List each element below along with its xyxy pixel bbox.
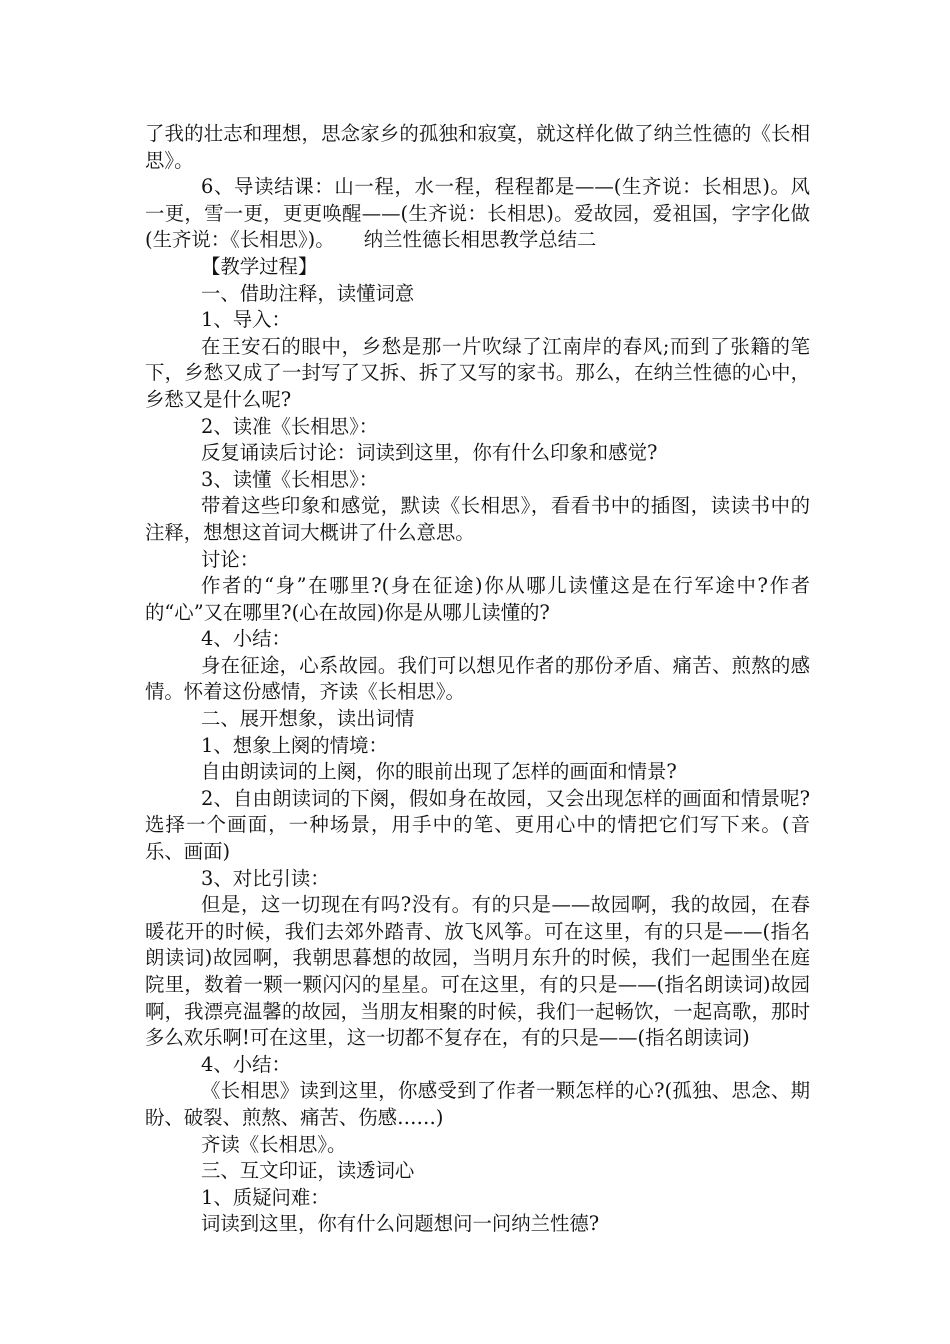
paragraph-20: 但是，这一切现在有吗?没有。有的只是——故园啊，我的故园，在春暖花开的时候，我们去郊外踏青、放飞风筝。可在这里，有的只是——(指名朗读词)故园啊，我朝思暮想的故园，当明月东升的时候，我们一起围坐在庭院里，数着一颗一颗闪闪的星星。可在这里，有的只是——(指名朗读词)故园啊，我漂亮温馨的故园，当朋友相聚的时候，我们一起畅饮，一起高歌，那时多么欢乐啊!可在这里，这一切都不复存在，有的只是——(指名朗读词) bbox=[145, 893, 810, 1050]
paragraph-22: 《长相思》读到这里，你感受到了作者一颗怎样的心?(孤独、思念、期盼、破裂、煎熬、痛苦、伤感……) bbox=[145, 1079, 810, 1129]
paragraph-17: 自由朗读词的上阕，你的眼前出现了怎样的画面和情景? bbox=[201, 760, 677, 784]
step-heading: 1、想象上阕的情境： bbox=[201, 733, 388, 757]
paragraph-14: 身在征途，心系故园。我们可以想见作者的那份矛盾、痛苦、煎熬的感情。怀着这份感情，齐读《长相思》。 bbox=[145, 653, 810, 704]
paragraph-1: 了我的壮志和理想，思念家乡的孤独和寂寞，就这样化做了纳兰性德的《长相思》。 bbox=[145, 122, 810, 172]
paragraph-26: 词读到这里，你有什么问题想问一问纳兰性德? bbox=[201, 1212, 600, 1236]
paragraph-12: 作者的“身”在哪里?(身在征途)你从哪儿读懂这是在行军途中?作者的“心”又在哪里?(心在故园)你是从哪儿读懂的? bbox=[145, 574, 810, 624]
step-heading: 3、对比引读： bbox=[201, 866, 330, 890]
step-heading: 2、读准《长相思》： bbox=[201, 414, 379, 438]
step-heading: 讨论： bbox=[201, 547, 260, 571]
step-heading: 4、小结： bbox=[201, 1052, 291, 1076]
section-heading-3: 三、互文印证，读透词心 bbox=[201, 1159, 415, 1183]
section-heading-1: 一、借助注释，读懂词意 bbox=[201, 281, 415, 305]
paragraph-10: 带着这些印象和感觉，默读《长相思》，看看书中的插图，读读书中的注释，想想这首词大概讲了什么意思。 bbox=[145, 494, 810, 544]
step-heading: 1、质疑问难： bbox=[201, 1185, 330, 1209]
paragraph-2: 6、导读结课：山一程，水一程，程程都是——(生齐说：长相思)。风一更，雪一更，更更唤醒——(生齐说：长相思)。爱故园，爱祖国，字字化做(生齐说：《长相思》)。 纳兰性德长相思教学总结二 bbox=[145, 175, 810, 252]
step-heading: 1、导入： bbox=[201, 308, 291, 332]
paragraph-6: 在王安石的眼中，乡愁是那一片吹绿了江南岸的春风;而到了张籍的笔下，乡愁又成了一封写了又拆、拆了又写的家书。那么，在纳兰性德的心中，乡愁又是什么呢? bbox=[145, 334, 810, 411]
step-heading: 3、读懂《长相思》： bbox=[201, 467, 379, 491]
paragraph-8: 反复诵读后讨论：词读到这里，你有什么印象和感觉? bbox=[201, 441, 658, 465]
section-heading-2: 二、展开想象，读出词情 bbox=[201, 707, 415, 731]
section-heading-teaching-process: 【教学过程】 bbox=[201, 254, 318, 278]
paragraph-23: 齐读《长相思》。 bbox=[201, 1132, 347, 1156]
step-heading: 4、小结： bbox=[201, 627, 291, 651]
paragraph-18: 2、自由朗读词的下阕，假如身在故园，又会出现怎样的画面和情景呢?选择一个画面，一种场景，用手中的笔、更用心中的情把它们写下来。(音乐、画面) bbox=[145, 786, 810, 864]
document-body bbox=[145, 121, 810, 1238]
